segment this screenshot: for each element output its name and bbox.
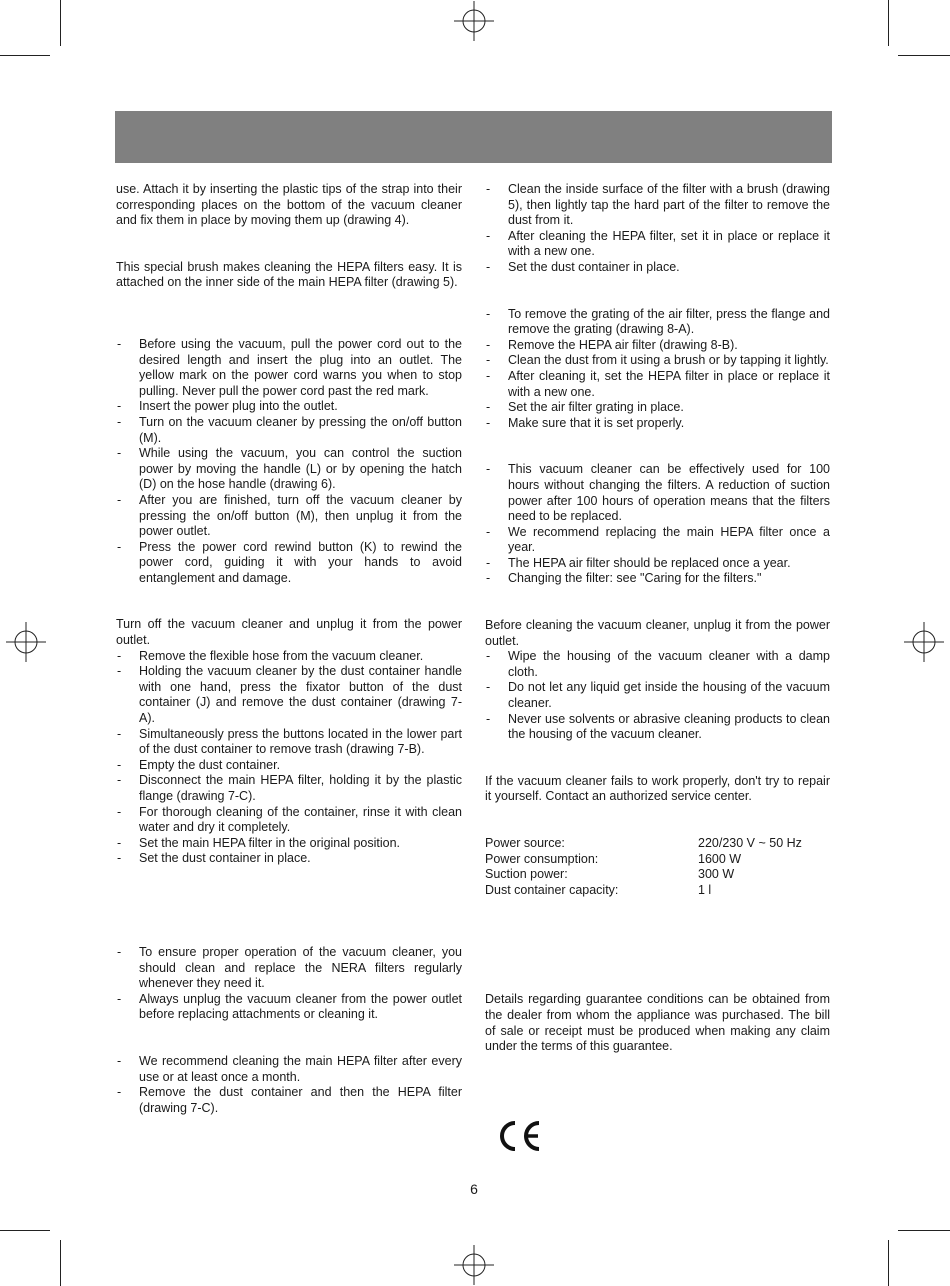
list-item: - While using the vacuum, you can control the suction power by moving the handle (L) or by opening the hatch (D) on the hose handle (drawing 6).: [116, 446, 462, 493]
list-item: - Press the power cord rewind button (K) to rewind the power cord, guiding it with your hands to avoid entanglement and damage.: [116, 540, 462, 587]
housing-list: [485, 649, 830, 743]
main-hepa-list: [116, 1054, 462, 1116]
registration-mark-icon: [6, 622, 46, 662]
list-item: - Make sure that it is set properly.: [485, 416, 830, 432]
list-item: - For thorough cleaning of the container, rinse it with clean water and dry it completely.: [116, 805, 462, 836]
guarantee-paragraph: Details regarding guarantee conditions can be obtained from the dealer from whom the appliance was purchased. The bill of sale or receipt must be produced when making any claim under the terms of this guarantee.: [485, 992, 830, 1054]
registration-mark-icon: [454, 1245, 494, 1285]
container-intro: Turn off the vacuum cleaner and unplug it from the power outlet.: [116, 617, 462, 648]
list-item: - Turn on the vacuum cleaner by pressing the on/off button (M).: [116, 415, 462, 446]
spec-value: 1600 W: [698, 851, 742, 866]
list-item: - To ensure proper operation of the vacuum cleaner, you should clean and replace the NERA filters regularly whenever they need it.: [116, 945, 462, 992]
list-item: - Simultaneously press the buttons located in the lower part of the dust container to remove trash (drawing 7-B).: [116, 727, 462, 758]
list-item: - Clean the inside surface of the filter with a brush (drawing 5), then lightly tap the hard part of the filter to remove the dust from it.: [485, 182, 830, 229]
list-item: - Holding the vacuum cleaner by the dust container handle with one hand, press the fixator button of the dust container (J) and remove the dust container (drawing 7-A).: [116, 664, 462, 726]
list-item: - Never use solvents or abrasive cleaning products to clean the housing of the vacuum cleaner.: [485, 712, 830, 743]
usage-list: [116, 337, 462, 587]
left-column: [116, 182, 462, 1116]
list-item: - After cleaning it, set the HEPA filter in place or replace it with a new one.: [485, 369, 830, 400]
spec-value: 1 l: [698, 882, 712, 897]
crop-mark: [888, 0, 889, 46]
hepa-clean-list: [485, 182, 830, 276]
repair-paragraph: If the vacuum cleaner fails to work properly, don't try to repair it yourself. Contact an authorized service center.: [485, 773, 830, 804]
housing-intro: Before cleaning the vacuum cleaner, unplug it from the power outlet.: [485, 618, 830, 648]
crop-mark: [898, 55, 950, 56]
list-item: - Set the main HEPA filter in the original position.: [116, 836, 462, 852]
list-item: - Empty the dust container.: [116, 758, 462, 774]
filters-list: [116, 945, 462, 1023]
list-item: - This vacuum cleaner can be effectively used for 100 hours without changing the filters. A reduction of suction power after 100 hours of operation means that the filters need to be replaced.: [485, 462, 830, 524]
list-item: - Always unplug the vacuum cleaner from the power outlet before replacing attachments or cleaning it.: [116, 992, 462, 1023]
page-number: 6: [470, 1181, 478, 1197]
brush-paragraph: This special brush makes cleaning the HEPA filters easy. It is attached on the inner side of the main HEPA filter (drawing 5).: [116, 259, 462, 290]
list-item: - Remove the flexible hose from the vacuum cleaner.: [116, 649, 462, 665]
replacement-list: [485, 462, 830, 587]
strap-paragraph: use. Attach it by inserting the plastic tips of the strap into their corresponding places on the bottom of the vacuum cleaner and fix them in place by moving them up (drawing 4).: [116, 182, 462, 228]
spec-value: 300 W: [698, 867, 735, 882]
list-item: - Remove the dust container and then the HEPA filter (drawing 7-C).: [116, 1085, 462, 1116]
registration-mark-icon: [904, 622, 944, 662]
list-item: - Before using the vacuum, pull the power cord out to the desired length and insert the plug into an outlet. The yellow mark on the power cord warns you when to stop pulling. Never pull the power cord past the red mark.: [116, 337, 462, 399]
list-item: - After you are finished, turn off the vacuum cleaner by pressing the on/off button (M), then unplug it from the power outlet.: [116, 493, 462, 540]
list-item: - Insert the power plug into the outlet.: [116, 399, 462, 415]
spec-value: 220/230 V ~ 50 Hz: [698, 836, 802, 850]
spec-label: Power consumption:: [485, 851, 599, 866]
spec-label: Dust container capacity:: [485, 882, 619, 897]
crop-mark: [888, 1240, 889, 1286]
list-item: - Remove the HEPA air filter (drawing 8-B).: [485, 338, 830, 354]
air-filter-list: [485, 307, 830, 432]
header-bar: [115, 111, 832, 163]
list-item: - Clean the dust from it using a brush or by tapping it lightly.: [485, 353, 830, 369]
list-item: - Set the air filter grating in place.: [485, 400, 830, 416]
right-column: [485, 182, 830, 1055]
registration-mark-icon: [454, 1, 494, 41]
spec-label: Power source:: [485, 836, 565, 850]
list-item: - Changing the filter: see "Caring for the filters.": [485, 571, 830, 587]
crop-mark: [898, 1230, 950, 1231]
spec-label: Suction power:: [485, 867, 568, 882]
ce-mark-icon: [497, 1120, 543, 1152]
list-item: - To remove the grating of the air filter, press the flange and remove the grating (drawing 8-A).: [485, 307, 830, 338]
crop-mark: [60, 0, 61, 46]
crop-mark: [60, 1240, 61, 1286]
list-item: - We recommend cleaning the main HEPA filter after every use or at least once a month.: [116, 1054, 462, 1085]
list-item: - Wipe the housing of the vacuum cleaner with a damp cloth.: [485, 649, 830, 680]
list-item: - Do not let any liquid get inside the housing of the vacuum cleaner.: [485, 680, 830, 711]
list-item: - Set the dust container in place.: [116, 851, 462, 867]
crop-mark: [0, 55, 50, 56]
list-item: - Set the dust container in place.: [485, 260, 830, 276]
list-item: - The HEPA air filter should be replaced once a year.: [485, 556, 830, 572]
list-item: - Disconnect the main HEPA filter, holding it by the plastic flange (drawing 7-C).: [116, 773, 462, 804]
specifications-table: [485, 836, 830, 898]
list-item: - After cleaning the HEPA filter, set it in place or replace it with a new one.: [485, 229, 830, 260]
list-item: - We recommend replacing the main HEPA filter once a year.: [485, 525, 830, 556]
container-list: [116, 649, 462, 867]
crop-mark: [0, 1230, 50, 1231]
